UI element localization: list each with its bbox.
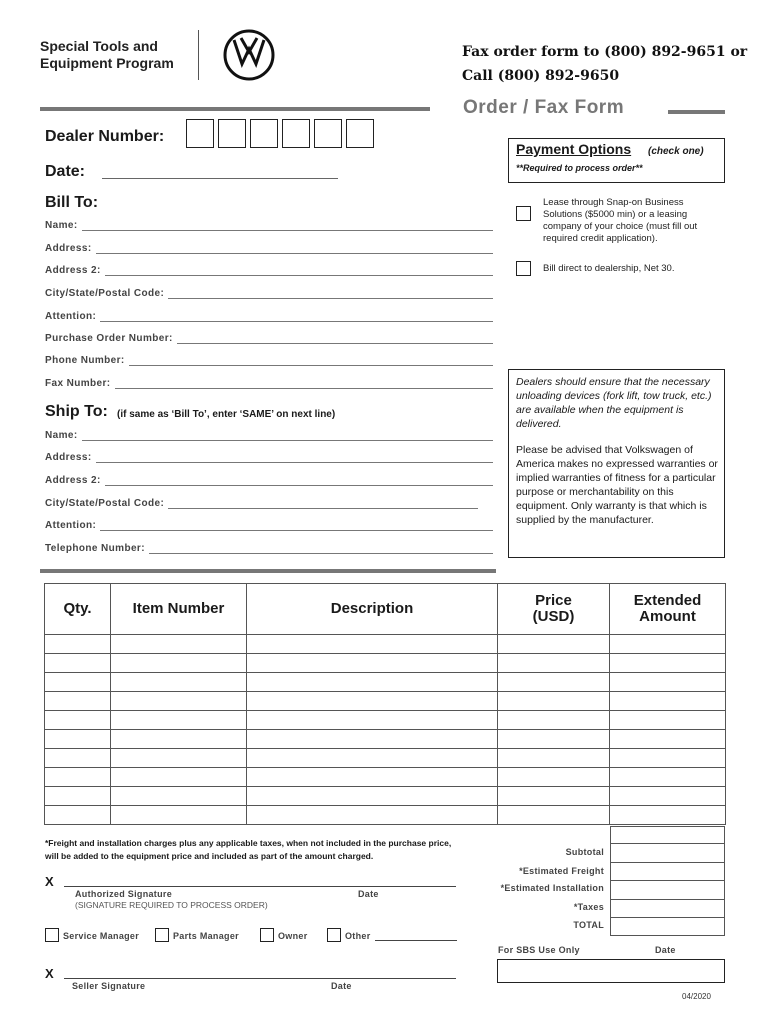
ship-to-name-field[interactable]: [45, 430, 493, 441]
section-rule: [40, 569, 496, 573]
item-row: [45, 635, 726, 654]
subtotal-label: Subtotal: [565, 847, 604, 857]
qty-column-header: Qty.: [45, 584, 111, 635]
extended-amount-cell[interactable]: [610, 654, 726, 673]
price-cell[interactable]: [498, 654, 610, 673]
fax-number-line: Fax order form to (800) 892-9651 or: [462, 44, 748, 60]
item-row: [45, 673, 726, 692]
extended-amount-cell[interactable]: [610, 711, 726, 730]
authorized-date-label: Date: [358, 889, 379, 899]
estimated-installation-input[interactable]: [610, 881, 725, 899]
header-rule-right: [668, 110, 725, 114]
extended-amount-cell[interactable]: [610, 635, 726, 654]
field-label: Attention:: [45, 520, 97, 531]
item-number-cell[interactable]: [111, 749, 247, 768]
dealer-number-digit-input[interactable]: [346, 119, 374, 148]
item-row: [45, 806, 726, 825]
items-header-row: [45, 584, 726, 635]
field-label: Purchase Order Number:: [45, 333, 173, 344]
ship-to-telephone-field[interactable]: [45, 543, 493, 554]
logo-divider: [198, 30, 199, 80]
price-cell[interactable]: [498, 787, 610, 806]
field-line[interactable]: [105, 477, 493, 486]
items-body: [45, 635, 726, 825]
field-label: Name:: [45, 220, 78, 231]
dealer-number-digit-input[interactable]: [218, 119, 246, 148]
item-number-cell[interactable]: [111, 635, 247, 654]
description-cell[interactable]: [247, 654, 498, 673]
field-label: Name:: [45, 430, 78, 441]
extended-amount-cell[interactable]: [610, 749, 726, 768]
item-row: [45, 692, 726, 711]
item-number-cell[interactable]: [111, 692, 247, 711]
price-cell[interactable]: [498, 673, 610, 692]
unloading-notice: Dealers should ensure that the necessary unloading devices (fork lift, tow truck, etc.) are available when the equipment is delivered.: [516, 376, 712, 430]
bill-to-name-field[interactable]: [45, 220, 493, 231]
warranty-notice: Please be advised that Volkswagen of America makes no expressed warranties or implied warranties of fitness for a particular purpose or merchantability on this equipment. Only warranty is that which is supplied by the manufacturer.: [516, 444, 718, 526]
description-cell[interactable]: [247, 768, 498, 787]
item-row: [45, 730, 726, 749]
date-field[interactable]: [102, 178, 338, 179]
field-label: Phone Number:: [45, 355, 125, 366]
ship-to-address2-field[interactable]: [45, 475, 493, 486]
qty-cell[interactable]: [45, 692, 111, 711]
field-line[interactable]: [82, 222, 493, 231]
item-number-cell[interactable]: [111, 730, 247, 749]
item-row: [45, 749, 726, 768]
item-row: [45, 654, 726, 673]
seller-signature-x: X: [45, 966, 54, 981]
estimated-installation-label: *Estimated Installation: [500, 883, 604, 893]
description-cell[interactable]: [247, 806, 498, 825]
bill-direct-option-text: Bill direct to dealership, Net 30.: [543, 263, 675, 274]
seller-date-label: Date: [331, 981, 352, 991]
field-line[interactable]: [100, 313, 493, 322]
field-line[interactable]: [115, 380, 493, 389]
item-number-cell[interactable]: [111, 711, 247, 730]
field-line[interactable]: [149, 545, 493, 554]
payment-options-title: Payment Options: [516, 141, 632, 157]
sbs-use-only-box[interactable]: [497, 959, 725, 983]
field-line[interactable]: [96, 245, 493, 254]
description-cell[interactable]: [247, 711, 498, 730]
total-label: TOTAL: [573, 920, 604, 930]
item-row: [45, 711, 726, 730]
field-label: Fax Number:: [45, 378, 111, 389]
field-label: Telephone Number:: [45, 543, 145, 554]
qty-cell[interactable]: [45, 635, 111, 654]
field-line[interactable]: [177, 335, 493, 344]
description-cell[interactable]: [247, 787, 498, 806]
price-cell[interactable]: [498, 806, 610, 825]
dealer-number-label: Dealer Number:: [45, 128, 165, 145]
description-cell[interactable]: [247, 749, 498, 768]
field-label: Address:: [45, 243, 92, 254]
item-number-cell[interactable]: [111, 787, 247, 806]
dealer-number-boxes: [186, 119, 374, 148]
estimated-freight-input[interactable]: [610, 863, 725, 881]
items-table: [44, 583, 726, 825]
extended-amount-cell[interactable]: [610, 806, 726, 825]
qty-cell[interactable]: [45, 768, 111, 787]
program-title-line1: Special Tools and: [40, 38, 158, 54]
lease-checkbox[interactable]: [516, 206, 531, 221]
qty-cell[interactable]: [45, 806, 111, 825]
extended-amount-cell[interactable]: [610, 730, 726, 749]
item-number-column-header: Item Number: [111, 584, 247, 635]
field-line[interactable]: [100, 522, 493, 531]
form-revision-code: 04/2020: [682, 992, 711, 1001]
price-cell[interactable]: [498, 768, 610, 787]
bill-to-city-field[interactable]: [45, 288, 493, 299]
description-cell[interactable]: [247, 692, 498, 711]
price-cell[interactable]: [498, 635, 610, 654]
subtotal-input[interactable]: [610, 844, 725, 862]
taxes-label: *Taxes: [573, 902, 604, 912]
sbs-use-only-label: For SBS Use Only: [498, 945, 580, 955]
bill-to-address2-field[interactable]: [45, 265, 493, 276]
date-label: Date:: [45, 163, 86, 180]
extended-amount-cell[interactable]: [610, 787, 726, 806]
other-label: Other: [345, 931, 371, 941]
qty-cell[interactable]: [45, 730, 111, 749]
authorized-signature-x: X: [45, 874, 54, 889]
dealer-number-digit-input[interactable]: [314, 119, 342, 148]
qty-cell[interactable]: [45, 711, 111, 730]
vw-logo: [223, 29, 275, 81]
signature-required-note: (SIGNATURE REQUIRED TO PROCESS ORDER): [75, 900, 268, 910]
service-manager-checkbox[interactable]: [45, 928, 59, 942]
field-label: Address 2:: [45, 475, 101, 486]
owner-label: Owner: [278, 931, 308, 941]
description-cell[interactable]: [247, 730, 498, 749]
extended-amount-cell[interactable]: [610, 673, 726, 692]
other-role-line[interactable]: [375, 940, 457, 941]
field-line[interactable]: [105, 267, 493, 276]
item-number-cell[interactable]: [111, 673, 247, 692]
price-header-text: Price (USD): [532, 592, 575, 625]
parts-manager-label: Parts Manager: [173, 931, 239, 941]
payment-check-note: (check one): [648, 146, 704, 157]
ship-to-note: (if same as ‘Bill To’, enter ‘SAME’ on next line): [117, 409, 336, 420]
bill-to-po-number-field[interactable]: [45, 333, 493, 344]
authorized-signature-line[interactable]: [64, 886, 456, 887]
ship-to-attention-field[interactable]: [45, 520, 493, 531]
extended-amount-cell[interactable]: [610, 768, 726, 787]
price-cell[interactable]: [498, 692, 610, 711]
form-title: Order / Fax Form: [463, 97, 625, 118]
totals-column: [610, 826, 725, 936]
bill-to-attention-field[interactable]: [45, 311, 493, 322]
description-cell[interactable]: [247, 673, 498, 692]
owner-checkbox[interactable]: [260, 928, 274, 942]
header-rule-left: [40, 107, 430, 111]
field-label: City/State/Postal Code:: [45, 288, 165, 299]
ship-to-heading: Ship To:: [45, 403, 108, 420]
totals-spacer-cell: [610, 826, 725, 844]
service-manager-label: Service Manager: [63, 931, 140, 941]
lease-option-text: Lease through Snap-on Business Solutions ($5000 min) or a leasing company of your choice (must fill out required credit application).: [543, 197, 698, 244]
description-column-header: Description: [247, 584, 498, 635]
price-cell[interactable]: [498, 749, 610, 768]
extended-amount-cell[interactable]: [610, 692, 726, 711]
field-line[interactable]: [96, 454, 493, 463]
total-input[interactable]: [610, 918, 725, 936]
item-number-cell[interactable]: [111, 768, 247, 787]
estimated-freight-label: *Estimated Freight: [519, 866, 604, 876]
extended-amount-column-header: [610, 584, 726, 635]
program-title-line2: Equipment Program: [40, 55, 174, 71]
freight-note: *Freight and installation charges plus any applicable taxes, when not included in the purchase price, will be added to the equipment price and included as part of the amount charged.: [45, 838, 452, 861]
description-cell[interactable]: [247, 635, 498, 654]
field-label: Address 2:: [45, 265, 101, 276]
field-label: Attention:: [45, 311, 97, 322]
field-label: City/State/Postal Code:: [45, 498, 165, 509]
item-number-cell[interactable]: [111, 806, 247, 825]
ship-to-city-field[interactable]: [45, 498, 478, 509]
item-row: [45, 787, 726, 806]
field-label: Address:: [45, 452, 92, 463]
bill-to-heading: Bill To:: [45, 194, 99, 211]
ship-to-address-field[interactable]: [45, 452, 493, 463]
authorized-signature-label: Authorized Signature: [75, 889, 173, 899]
price-column-header: [498, 584, 610, 635]
sbs-date-label: Date: [655, 945, 676, 955]
call-number-line: Call (800) 892-9650: [462, 68, 620, 84]
extended-header-text: Extended Amount: [633, 592, 702, 625]
field-line[interactable]: [168, 500, 478, 509]
price-cell[interactable]: [498, 711, 610, 730]
bill-to-fax-field[interactable]: [45, 378, 493, 389]
payment-required-note: **Required to process order**: [516, 163, 643, 173]
field-line[interactable]: [168, 290, 493, 299]
dealer-number-digit-input[interactable]: [186, 119, 214, 148]
item-row: [45, 768, 726, 787]
seller-signature-line[interactable]: [64, 978, 456, 979]
qty-cell[interactable]: [45, 654, 111, 673]
qty-cell[interactable]: [45, 673, 111, 692]
item-number-cell[interactable]: [111, 654, 247, 673]
qty-cell[interactable]: [45, 787, 111, 806]
bill-direct-checkbox[interactable]: [516, 261, 531, 276]
field-line[interactable]: [82, 432, 493, 441]
bill-to-phone-field[interactable]: [45, 355, 493, 366]
dealer-number-digit-input[interactable]: [250, 119, 278, 148]
dealer-number-digit-input[interactable]: [282, 119, 310, 148]
seller-signature-label: Seller Signature: [72, 981, 146, 991]
price-cell[interactable]: [498, 730, 610, 749]
field-line[interactable]: [129, 357, 493, 366]
qty-cell[interactable]: [45, 749, 111, 768]
other-checkbox[interactable]: [327, 928, 341, 942]
parts-manager-checkbox[interactable]: [155, 928, 169, 942]
program-title: [40, 38, 174, 72]
taxes-input[interactable]: [610, 900, 725, 918]
bill-to-address-field[interactable]: [45, 243, 493, 254]
